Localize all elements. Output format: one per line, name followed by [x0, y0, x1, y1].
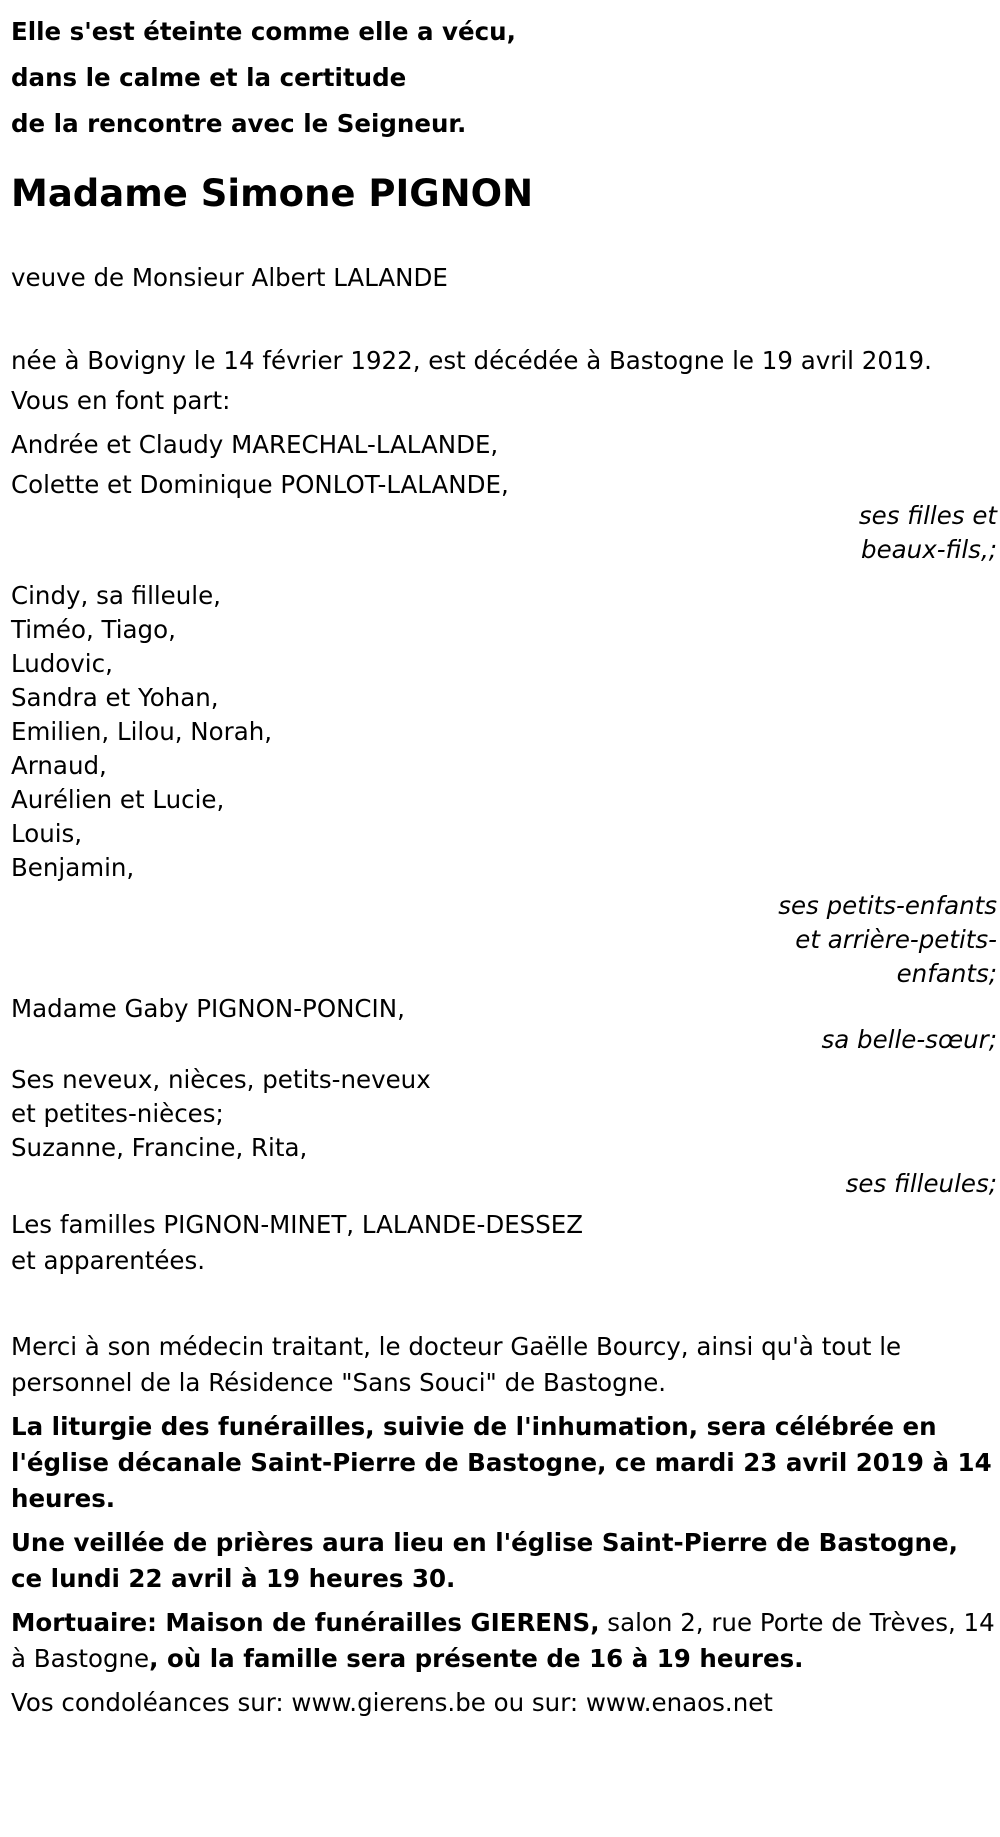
list-item: et petites-nièces;	[11, 1099, 224, 1128]
birth-death-details: née à Bovigny le 14 février 1922, est décédée à Bastogne le 19 avril 2019.	[11, 346, 932, 375]
list-item: Emilien, Lilou, Norah,	[11, 717, 273, 746]
sister-in-law-name	[11, 991, 997, 1027]
list-item: Arnaud,	[11, 751, 107, 780]
grandchildren-role: ses petits-enfants et arrière-petits-enfants;	[778, 891, 997, 988]
obituary	[11, 0, 997, 1721]
godchildren-names	[11, 1063, 997, 1165]
list-item: Ses neveux, nièces, petits-neveux	[11, 1065, 431, 1094]
list-item: Suzanne, Francine, Rita,	[11, 1133, 308, 1162]
sister-in-law-role: sa belle-sœur;	[821, 1025, 997, 1054]
list-item: Aurélien et Lucie,	[11, 785, 225, 814]
thanks-paragraph: Merci à son médecin traitant, le docteur Gaëlle Bourcy, ainsi qu'à tout le personnel de la Résidence "Sans Souci" de Bastogne.	[11, 1332, 902, 1397]
verse-line: dans le calme et la certitude	[11, 63, 407, 92]
daughters-role: ses filles et beaux-fils,;	[858, 501, 997, 564]
mortuary-label: Mortuaire: Maison de funérailles GIERENS,	[11, 1608, 600, 1637]
list-item: Timéo, Tiago,	[11, 615, 176, 644]
grandchildren-names	[11, 579, 997, 885]
verse-line: Elle s'est éteinte comme elle a vécu,	[11, 17, 516, 46]
announcement-intro: Vous en font part:	[11, 386, 231, 415]
opening-verse	[11, 0, 997, 147]
mortuary-address: salon 2, rue Porte de Trèves, 14 à Bastogne	[11, 1608, 995, 1673]
vigil-paragraph: Une veillée de prières aura lieu en l'église Saint-Pierre de Bastogne, ce lundi 22 avril à 19 heures 30.	[11, 1528, 958, 1593]
widow-of: veuve de Monsieur Albert LALANDE	[11, 263, 448, 292]
daughters-names	[11, 425, 997, 505]
list-item: Benjamin,	[11, 853, 135, 882]
verse-line: de la rencontre avec le Seigneur.	[11, 109, 467, 138]
list-item: Les familles PIGNON-MINET, LALANDE-DESSEZ	[11, 1210, 584, 1239]
list-item: et apparentées.	[11, 1246, 206, 1275]
family-presence: , où la famille sera présente de 16 à 19 heures.	[149, 1644, 804, 1673]
liturgy-paragraph: La liturgie des funérailles, suivie de l'inhumation, sera célébrée en l'église décanale Saint-Pierre de Bastogne, ce mardi 23 avril 2019 à 14 heures.	[11, 1412, 992, 1513]
list-item: Ludovic,	[11, 649, 113, 678]
list-item: Madame Gaby PIGNON-PONCIN,	[11, 994, 405, 1023]
mortuary-paragraph	[11, 1605, 997, 1677]
godchildren-role: ses filleules;	[845, 1169, 997, 1198]
list-item: Sandra et Yohan,	[11, 683, 219, 712]
families-names	[11, 1207, 997, 1279]
list-item: Cindy, sa filleule,	[11, 581, 221, 610]
list-item: Andrée et Claudy MARECHAL-LALANDE,	[11, 430, 499, 459]
condolences-line: Vos condoléances sur: www.gierens.be ou sur: www.enaos.net	[11, 1688, 773, 1717]
deceased-name: Madame Simone PIGNON	[11, 172, 534, 215]
list-item: Louis,	[11, 819, 83, 848]
list-item: Colette et Dominique PONLOT-LALANDE,	[11, 470, 509, 499]
